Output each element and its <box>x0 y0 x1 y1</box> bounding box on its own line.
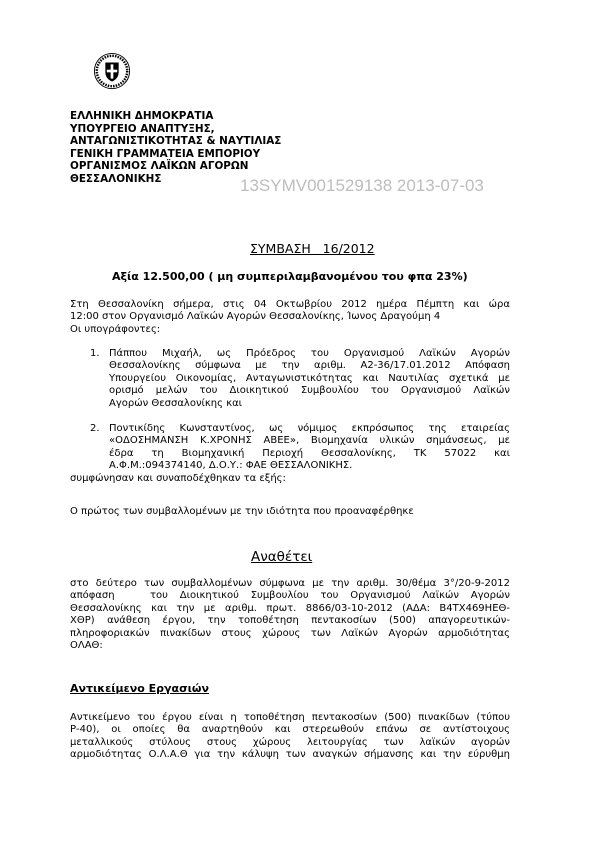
subject-line: μεταλλικούς στύλους στους χώρους λειτουργίας των λαϊκών αγορών <box>70 736 510 748</box>
contract-value: Αξία 12.500,00 ( μη συμπεριλαμβανομένου του φπα 23%) <box>112 270 468 283</box>
assigns-line: ΟΛΑΘ: <box>70 640 103 652</box>
agreed-line: συμφώνησαν και συναποδέχθηκαν τα εξής: <box>70 473 286 484</box>
subject-heading: Αντικείμενο Εργασιών <box>70 682 209 695</box>
first-party-line: Ο πρώτος των συμβαλλομένων με την ιδιότητα που προαναφέρθηκε <box>70 506 414 517</box>
list-line: Θεσσαλονίκης σύμφωνα με την αριθμ. Α2-36/17.01.2012 Απόφαση <box>109 360 510 372</box>
list-line: Αγορών Θεσσαλονίκης και <box>109 397 243 409</box>
contract-title: ΣΥΜΒΑΣΗ 16/2012 <box>250 241 375 256</box>
subject-line: αρμοδιότητας Ο.Λ.Α.Θ για την κάλυψη των αναγκών σήμανσης και την εύρυθμη <box>70 749 510 761</box>
subject-line: Αντικείμενο του έργου είναι η τοποθέτηση πεντακοσίων (500) πινακίδων (τύπου <box>70 712 510 723</box>
list-line: έδρα τη Βιομηχανική Περιοχή Θεσσαλονίκης, ΤΚ 57022 και <box>109 447 510 459</box>
intro-line: Οι υπογράφοντες: <box>70 323 161 335</box>
list-line: Ποντικίδης Κωνσταντίνος, ως νόμιμος εκπρόσωπος της εταιρείας <box>109 423 510 435</box>
list-line: «ΟΔΟΣΗΜΑΝΣΗ Κ.ΧΡΟΝΗΣ ΑΒΕΕ», Βιομηχανία υλικών σημάνσεως, με <box>109 435 510 447</box>
issuer-header <box>70 110 281 186</box>
signatories-list <box>90 348 510 473</box>
header-line: ΘΕΣΣΑΛΟΝΙΚΗΣ <box>70 172 162 185</box>
greek-emblem-icon <box>93 52 131 90</box>
intro-paragraph <box>70 299 510 336</box>
list-item <box>90 423 510 473</box>
list-line: Υπουργείου Οικονομίας, Ανταγωνιστικότητας και Ναυτιλίας σχετικά με <box>109 372 510 384</box>
assigns-heading: Αναθέτει <box>251 549 313 565</box>
list-item <box>90 348 510 410</box>
list-line: Α.Φ.Μ.:094374140, Δ.Ο.Υ.: ΦΑΕ ΘΕΣΣΑΛΟΝΙΚΗΣ. <box>109 460 353 472</box>
list-line: ορισμό μελών του Διοικητικού Συμβουλίου του Οργανισμού Λαϊκών <box>109 385 510 397</box>
assigns-line: πληροφοριακών πινακίδων στους χώρους των Λαϊκών Αγορών αρμοδιότητας <box>70 627 510 639</box>
header-line: ΥΠΟΥΡΓΕΙΟ ΑΝΑΠΤΥΞΗΣ, <box>70 122 215 135</box>
assigns-line: απόφαση του Διοικητικού Συμβουλίου του Οργανισμού Λαϊκών Αγορών <box>70 590 510 602</box>
list-line: Πάππου Μιχαήλ, ως Πρόεδρος του Οργανισμού Λαϊκών Αγορών <box>109 348 510 359</box>
subject-paragraph <box>70 712 510 762</box>
assigns-line: Θεσσαλονίκης και την με αριθμ. πρωτ. 8866/03-10-2012 (ΑΔΑ: Β4ΤΧ469ΗΕΘ- <box>70 602 510 614</box>
assigns-line: ΧΘΡ) ανάθεση έργου, την τοποθέτηση πεντακοσίων (500) απαγορευτικών- <box>70 615 510 627</box>
header-line: ΓΕΝΙΚΗ ΓΡΑΜΜΑΤΕΙΑ ΕΜΠΟΡΙΟΥ <box>70 147 261 160</box>
ada-watermark-id: 13SYMV001529138 2013-07-03 <box>240 176 484 195</box>
assigns-paragraph <box>70 578 510 652</box>
header-line: ΟΡΓΑΝΙΣΜΟΣ ΛΑΪΚΩΝ ΑΓΟΡΩΝ <box>70 160 249 173</box>
assigns-line: στο δεύτερο των συμβαλλομένων σύμφωνα με την αριθμ. 30/θέμα 3°/20-9-2012 <box>70 578 510 589</box>
list-number: 1. <box>90 348 100 359</box>
header-line: ΕΛΛΗΝΙΚΗ ΔΗΜΟΚΡΑΤΙΑ <box>70 110 214 122</box>
list-number: 2. <box>90 423 100 435</box>
intro-line: 12:00 στον Οργανισμό Λαϊκών Αγορών Θεσσαλονίκης, Ίωνος Δραγούμη 4 <box>70 311 441 323</box>
header-line: ΑΝΤΑΓΩΝΙΣΤΙΚΟΤΗΤΑΣ & ΝΑΥΤΙΛΙΑΣ <box>70 135 282 148</box>
subject-line: Ρ-40), οι οποίες θα αναρτηθούν και στερεωθούν επάνω σε αντίστοιχους <box>70 724 510 736</box>
intro-line: Στη Θεσσαλονίκη σήμερα, στις 04 Οκτωβρίου 2012 ημέρα Πέμπτη και ώρα <box>70 299 510 310</box>
